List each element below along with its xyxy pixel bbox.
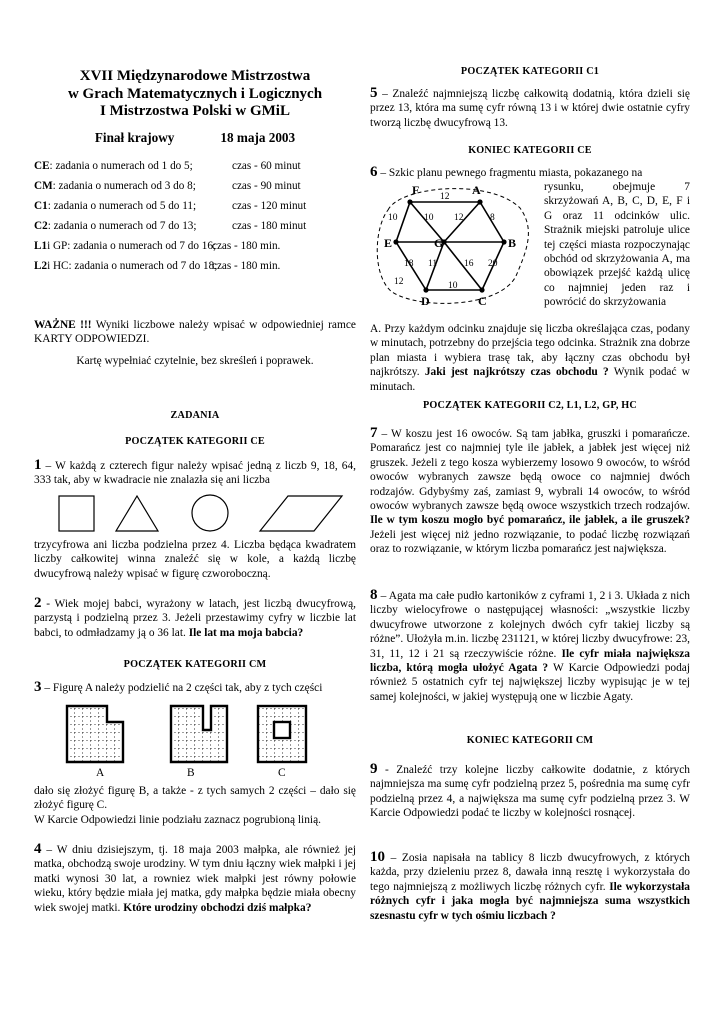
figure-c-label: C (278, 767, 286, 779)
task-6-lead: 6 – Szkic planu pewnego fragmentu miasta, pokazanego na (370, 164, 643, 180)
circle-shape (192, 495, 228, 531)
title-line-3: I Mistrzostwa Polski w GMiL (100, 103, 290, 119)
heading-end-ce: KONIEC KATEGORII CE (468, 145, 592, 156)
final-date: 18 maja 2003 (220, 130, 296, 145)
node-label-e: E (384, 236, 393, 250)
heading-end-cm: KONIEC KATEGORII CM (466, 735, 594, 746)
task-number: 6 (370, 164, 378, 180)
task-3-figures (34, 700, 356, 780)
important-notice (34, 318, 356, 368)
task-1-cont: trzycyfrowa ani liczba podzielna przez 4. Liczba będąca kwadratem liczby całkowitej winna znaleźć się w kole, a każdą liczbę dwucyfrową należy wpisać w figurę czworoboczną. (34, 539, 356, 580)
category-row: L2i HC: zadania o numerach od 7 do 18;czas - 180 min. (34, 260, 281, 272)
task-number: 3 (34, 679, 42, 695)
task-10: 10 – Zosia napisała na tablicy 8 liczb dwucyfrowych, z których każda, przy dzieleniu przez 8, dawała inną resztę i wykorzystała do tego najmniejszą z możliwych liczbę różnych cyfr. Ile wykorzystała różnych cyfr i jaka mogła być najmniejsza suma wszystkich szesnastu cyfr w tych ośmiu liczbach ? (370, 849, 690, 922)
task-number: 9 (370, 761, 378, 777)
streets (396, 202, 504, 290)
figure-a-label: A (96, 767, 105, 779)
task-3-cont: dało się złożyć figurę B, a także - z tych samych 2 części – dało się złożyć figurę C. W Karcie Odpowiedzi linie podziału zaznacz pogrubioną linią. (34, 785, 356, 826)
category-row: CM: zadania o numerach od 3 do 8; czas - 90 minut (34, 180, 301, 192)
edge-weight: 10 (448, 281, 458, 291)
figure-b-label: B (187, 767, 195, 779)
edge-weight: 8 (490, 213, 495, 223)
task-3: 3 – Figurę A należy podzielić na 2 części tak, aby z tych części (34, 679, 323, 695)
heading-start-cm: POCZĄTEK KATEGORII CM (123, 659, 267, 670)
node-label-b: B (508, 236, 517, 250)
edge-weight: 12 (454, 213, 464, 223)
task-number: 4 (34, 841, 42, 857)
edge-weight: 10 (424, 213, 434, 223)
heading-start-ce: POCZĄTEK KATEGORII CE (125, 436, 265, 447)
category-row: CE: zadania o numerach od 1 do 5; czas - 60 minut (34, 160, 301, 172)
node-label-g: G (434, 236, 444, 250)
edge-weight: 12 (440, 192, 450, 202)
category-row: L1i GP: zadania o numerach od 7 do 16;czas - 180 min. (34, 240, 281, 252)
form-note: Kartę wypełniać czytelnie, bez skreśleń i poprawek. (76, 354, 314, 367)
document-title (34, 68, 356, 121)
task-6-side: rysunku, obejmuje 7 skrzyżowań A, B, C, D, E, F i G oraz 11 odcinków ulic. Strażnik miejski patroluje ulice tej części miasta rozpoczynając obchód od skrzyżowania A, ma obowiązek przejść każdą ulicę co najmniej jeden raz i powrócić do skrzyżowania (544, 181, 690, 309)
task-1-shapes (34, 494, 356, 534)
figure-c (258, 706, 306, 762)
figure-a (67, 706, 123, 762)
important-label: WAŻNE !!! (34, 319, 92, 331)
final-line (34, 130, 356, 146)
task-8: 8 – Agata ma całe pudło kartoników z cyframi 1, 2 i 3. Układa z nich liczby wielocyfrowe o następującej własności: „wszystkie liczby dwucyfrowe utworzone z kolejnych dwóch cyfr takiej liczby są różne”. Ułożyła m.in. liczbę 231121, w której liczby dwucyfrowe: 23, 31, 11, 12 i 21 są rzeczywiście różne. Ile cyfr miała największa liczba, którą mogła ułożyć Agata ? W Karcie Odpowiedzi podaj również 5 ostatnich cyfr tej największej liczby wypisując je w tej samej kolejności, w jakiej występują one w liczbie Agaty. (370, 587, 691, 703)
node-label-c: C (478, 294, 487, 308)
final-label: Finał krajowy (94, 130, 175, 145)
edge-weight: 10 (388, 213, 398, 223)
square-shape (59, 496, 94, 531)
edge-weight: 18 (404, 259, 414, 269)
task-7: 7 – W koszu jest 16 owoców. Są tam jabłka, gruszki i pomarańcze. Pomarańcz jest co najmniej tyle ile jabłek, a jabłek jest więcej niż gruszek. Jeżeli z tego kosza wybierzemy losowo 9 owoców, to wśród owoców wybranych zawsze będą owoce co najmniej dwóch rodzajów. Gdybyśmy zaś, zamiast 9, wybrali 14 owoców, to wśród owoców wybranych zawsze będą owoce wszystkich trzech rodzajów. Ile w tym koszu mogło być pomarańcz, ile jabłek, a ile gruszek? Jeżeli jest więcej niż jedno rozwiązanie, to podać liczbę rozwiązań oraz to rozwiązanie, w którym liczba pomarańcz jest największa. (370, 425, 690, 556)
node-label-f: F (412, 183, 420, 197)
task-number: 2 (34, 595, 42, 611)
edge-weight: 12 (394, 277, 404, 287)
triangle-shape (116, 496, 158, 531)
task-number: 5 (370, 85, 378, 101)
edge-weight: 20 (488, 259, 498, 269)
edge-weight: 16 (464, 259, 474, 269)
important-text: Wyniki liczbowe należy wpisać w odpowiedniej ramce KARTY ODPOWIEDZI. (34, 319, 356, 346)
task-number: 8 (370, 587, 378, 603)
task-4: 4 – W dniu dzisiejszym, tj. 18 maja 2003 małpka, ale również jej matka, obchodzą swoje urodziny. W tym dniu łączny wiek małpki i jej matki wynosi 30 lat, a rowniez wiek małpki jest równy połowie wieku, który będzie miała jej matka, gdy małpka będzie miała obecny wiek swojej matki. Które urodziny obchodzi dziś małpka? (34, 841, 356, 914)
task-number: 7 (370, 425, 378, 441)
figure-b (171, 706, 227, 762)
task-2: 2 - Wiek mojej babci, wyrażony w latach, jest liczbą dwucyfrową, parzystą i podzielną przez 3. Jeżeli przestawimy cyfry w liczbie lat babci, to odmładzamy ją o 36 lat. Ile lat ma moja babcia? (34, 595, 356, 639)
heading-start-c2: POCZĄTEK KATEGORII C2, L1, L2, GP, HC (422, 400, 637, 411)
task-number: 1 (34, 457, 42, 473)
category-list (34, 156, 356, 276)
task-6-after: A. Przy każdym odcinku znajduje się liczba określająca czas, podany w minutach, potrzebny do przejścia tego odcinka. Strażnik zna dobrze plan miasta i wybiera trasę tak, aby łączny czas obchodu był najkrótszy. Jaki jest najkrótszy czas obchodu ? Wynik podać w minutach. (370, 323, 691, 393)
heading-start-c1: POCZĄTEK KATEGORII C1 (460, 66, 600, 77)
task-1: 1 – W każdą z czterech figur należy wpisać jedną z liczb 9, 18, 64, 333 tak, aby w kwadracie nie znalazła się ani liczba (34, 457, 356, 487)
node-label-d: D (421, 294, 430, 308)
edge-weight: 11 (428, 259, 438, 269)
heading-zadania: ZADANIA (170, 410, 220, 421)
category-row: C2: zadania o numerach od 7 do 13; czas - 180 minut (34, 220, 307, 232)
task-5: 5 – Znaleźć najmniejszą liczbę całkowitą dodatnią, która dzieli się przez 13, która ma sumę cyfr równą 13 i w której dwie ostatnie cyfry tworzą liczbę dwucyfrową 13. (370, 85, 690, 129)
task-9: 9 - Znaleźć trzy kolejne liczby całkowite dodatnie, z których najmniejsza ma sumę cyfr podzielną przez 5, pośrednia ma sumę cyfr podzielną przez 4, a największa ma sumę cyfr podzielną przez 3. W Karcie Odpowiedzi podać te liczby w kolejności rosnącej. (370, 761, 690, 820)
node-label-a: A (472, 183, 481, 197)
category-row: C1: zadania o numerach od 5 do 11; czas - 120 minut (34, 200, 307, 212)
task-number: 10 (370, 849, 385, 865)
title-line-1: XVII Międzynarodowe Mistrzostwa (79, 68, 311, 84)
parallelogram-shape (260, 496, 342, 531)
title-line-2: w Grach Matematycznych i Logicznych (67, 85, 323, 102)
